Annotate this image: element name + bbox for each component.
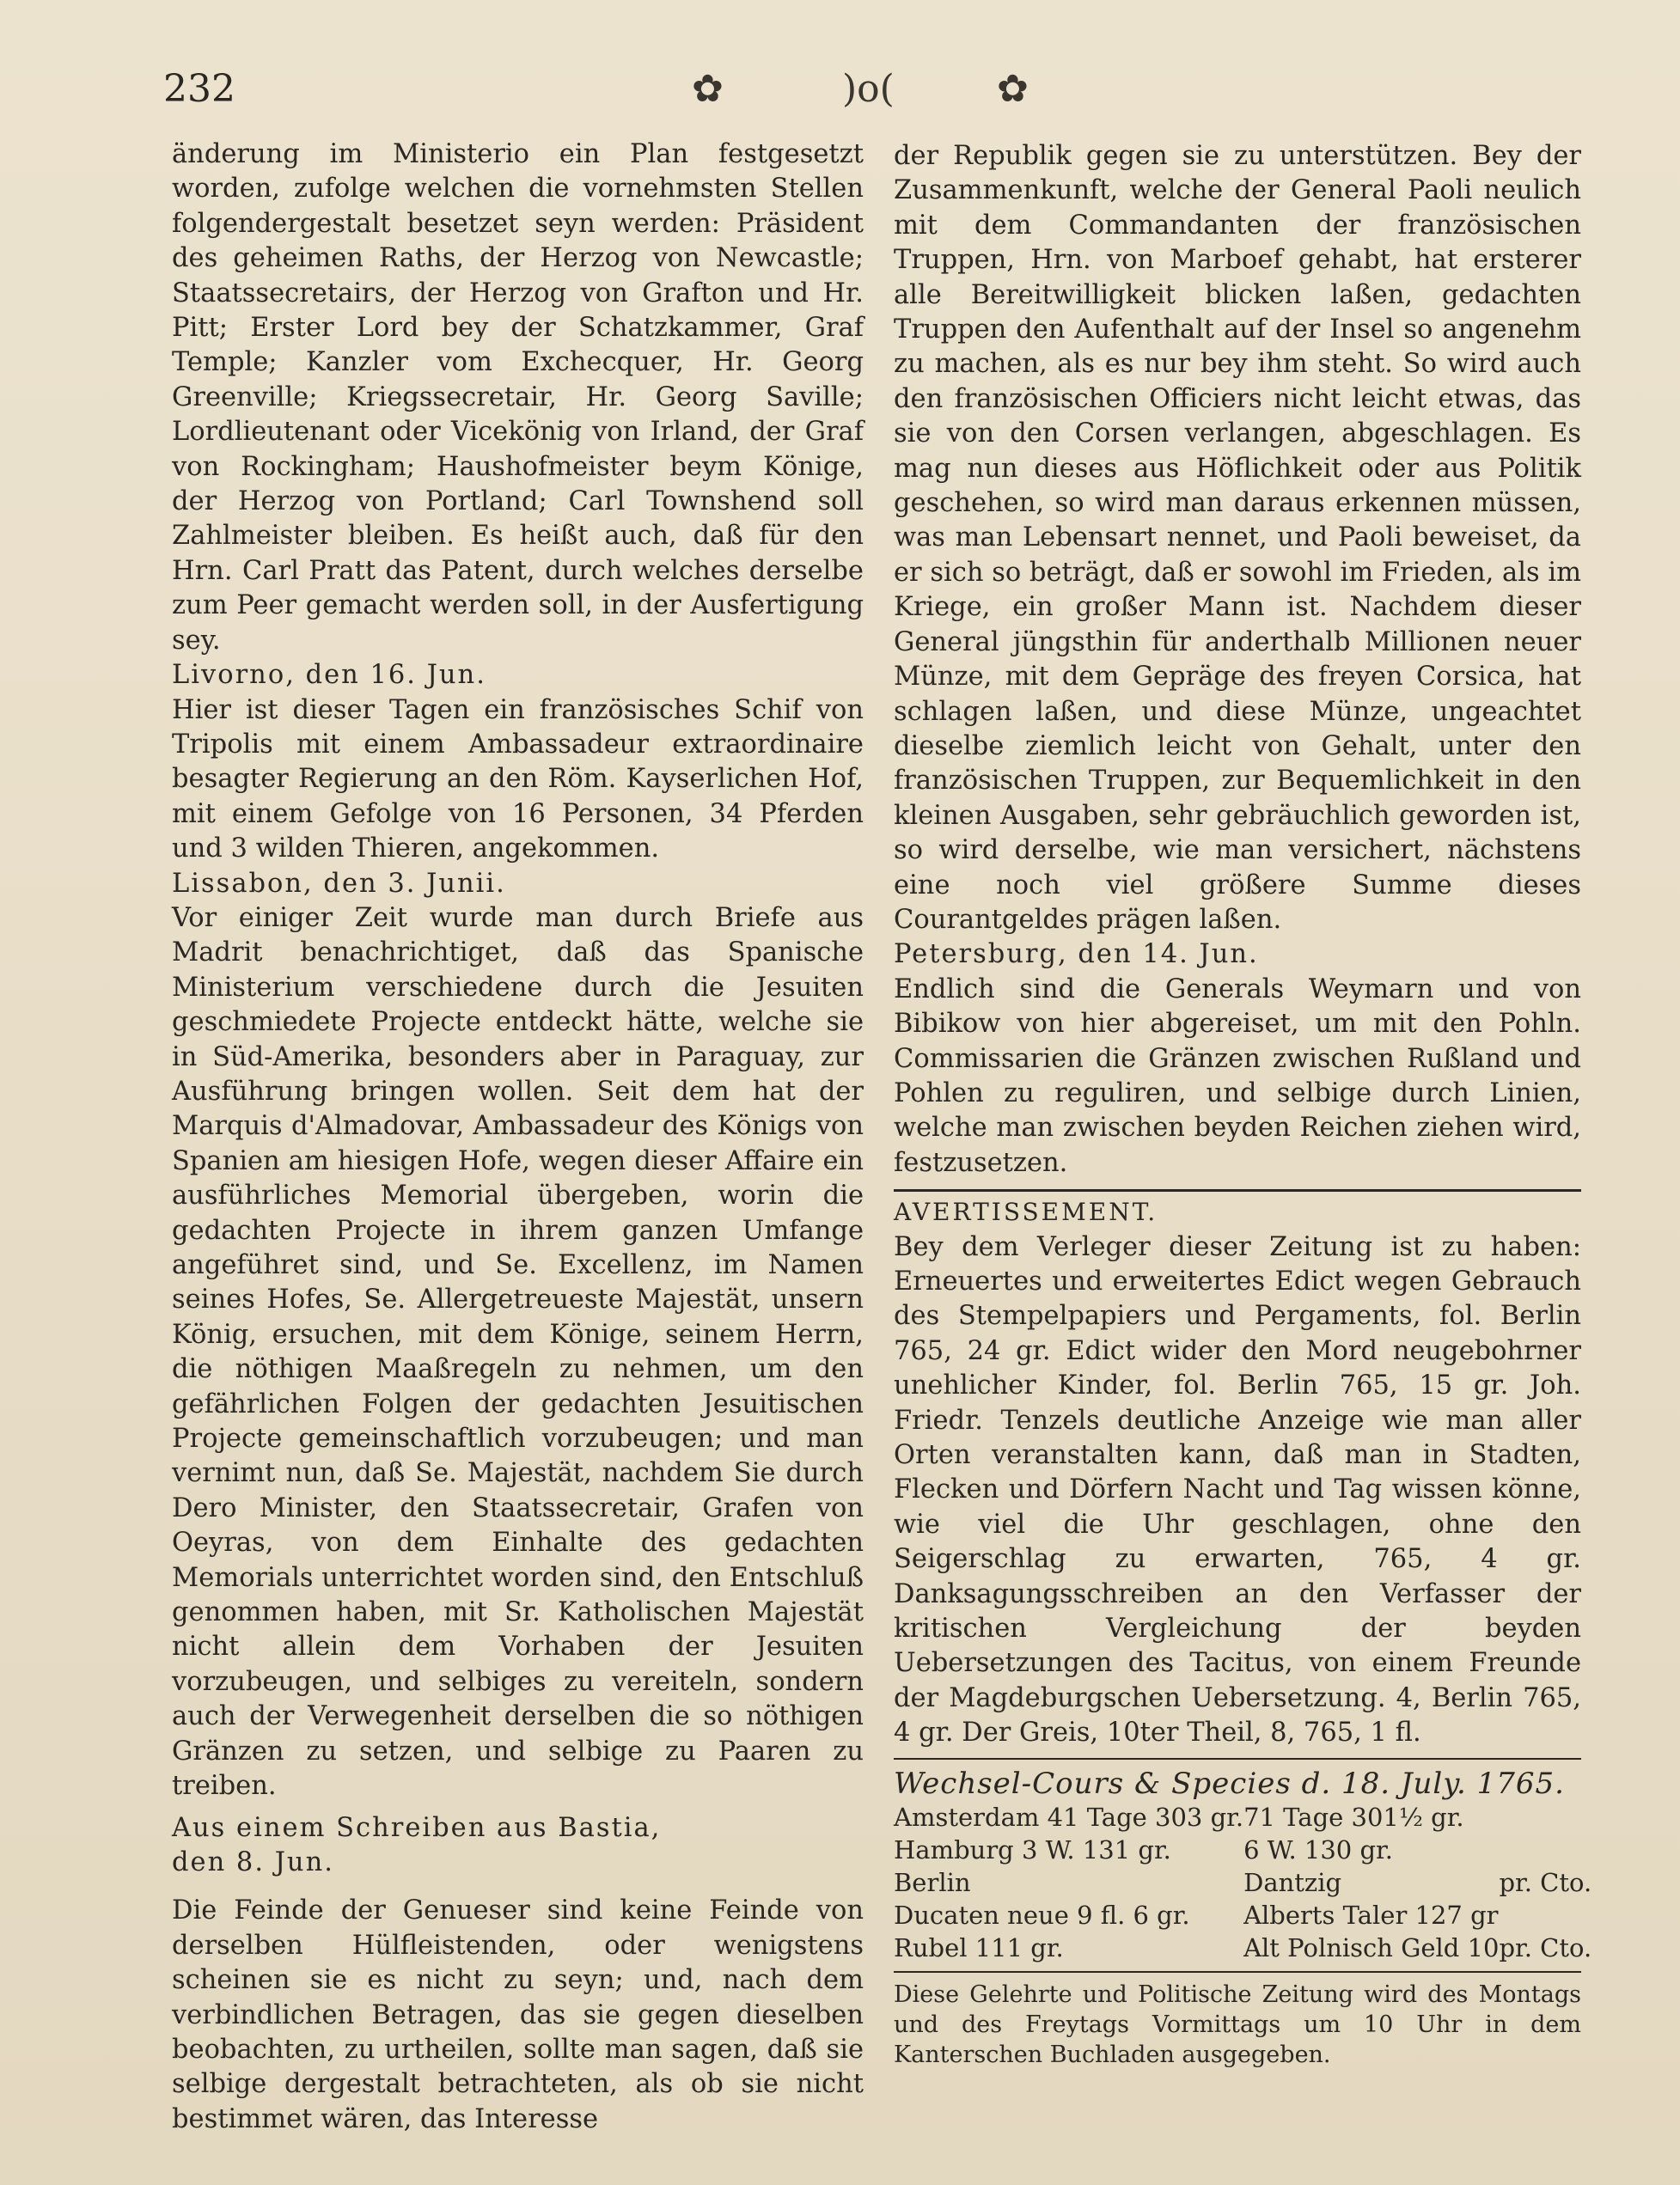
article-paragraph: Endlich sind die Generals Weymarn und von Bibikow von hier abgereiset, um mit den Pohln. Commissarien die Gränzen zwischen Rußland und Pohlen zu reguliren, und selbige durch Linien, welche man zwischen beyden Reichen ziehen wird, festzusetzen. — [894, 973, 1581, 1178]
table-row — [894, 1932, 1591, 1964]
shell-ornament-right-icon: ✿ — [997, 67, 1029, 111]
table-cell: Amsterdam 41 Tage 303 gr. — [894, 1803, 1244, 1833]
article-paragraph: änderung im Ministerio ein Plan festgesetzt worden, zufolge welchen die vornehmsten Stellen folgendergestalt besetzet seyn werden: Präsident des geheimen Raths, der Herzog von Newcastle; Staatssecretairs, der Herzog von Grafton und Hr. Pitt; Erster Lord bey der Schatzkammer, Graf Temple; Kanzler vom Exchecquer, Hr. Georg Greenville; Kriegssecretair, Hr. Georg Saville; Lordlieutenant oder Vicekönig von Irland, der Graf von Rockingham; Haushofmeister beym Könige, der Herzog von Portland; Carl Townshend soll Zahlmeister bleiben. Es heißt auch, daß für den Hrn. Carl Pratt das Patent, durch welches derselbe zum Peer gemacht werden soll, in der Ausfertigung sey. — [172, 139, 864, 656]
table-row — [894, 1899, 1591, 1932]
section-divider — [894, 1189, 1581, 1192]
table-cell: Alberts Taler 127 gr — [1243, 1901, 1499, 1931]
shell-ornament-left-icon: ✿ — [692, 67, 724, 111]
table-cell: pr. Cto. — [1499, 1868, 1592, 1898]
exchange-table — [894, 1801, 1591, 1964]
table-cell: Ducaten neue 9 fl. 6 gr. — [894, 1901, 1190, 1931]
table-cell: Berlin — [894, 1868, 971, 1898]
dateline: den 8. Jun. — [172, 1846, 334, 1877]
table-cell: 71 Tage 301½ gr. — [1243, 1803, 1464, 1833]
table-row — [894, 1866, 1591, 1899]
publication-notice: Diese Gelehrte und Politische Zeitung wird des Montags und des Freytags Vormittags um 10 Uhr in dem Kanterschen Buchladen ausgegeben. — [894, 1981, 1581, 2069]
page-header — [163, 67, 1590, 127]
table-cell: 6 W. 130 gr. — [1243, 1835, 1393, 1865]
page-number: 232 — [163, 67, 235, 111]
table-cell: Dantzig — [1243, 1868, 1342, 1898]
table-cell: Rubel 111 gr. — [894, 1933, 1064, 1963]
article-paragraph: Die Feinde der Genueser sind keine Feinde von derselben Hülfleistenden, oder wenigstens scheinen sie es nicht zu seyn; und, nach dem verbindlichen Betragen, das sie gegen dieselben beobachten, zu urtheilen, sollte man sagen, daß sie selbige dergestalt betrachteten, als ob sie nicht bestimmet wären, das Interesse — [172, 1895, 864, 2134]
exchange-title: Wechsel-Cours & Species d. 18. July. 1765. — [894, 1766, 1565, 1801]
table-cell: Hamburg 3 W. 131 gr. — [894, 1835, 1171, 1865]
article-paragraph: Vor einiger Zeit wurde man durch Briefe aus Madrit benachrichtiget, daß das Spanische Ministerium verschiedene durch die Jesuiten geschmiedete Projecte entdeckt hätte, welche sie in Süd-Amerika, besonders aber in Paraguay, zur Ausführung bringen wollen. Seit dem hat der Marquis d'Almadovar, Ambassadeur des Königs von Spanien am hiesigen Hofe, wegen dieser Affaire ein ausführliches Memorial übergeben, worin die gedachten Projecte in ihrem ganzen Umfange angeführet sind, und Se. Excellenz, im Namen seines Hofes, Se. Allergetreueste Majestät, unsern König, ersuchen, mit dem Könige, seinem Herrn, die nöthigen Maaßregeln zu nehmen, um den gefährlichen Folgen der gedachten Jesuitischen Projecte gemeinschaftlich vorzubeugen; und man vernimt nun, daß Se. Majestät, nachdem Sie durch Dero Minister, den Staatssecretair, Grafen von Oeyras, von dem Einhalte des gedachten Memorials unterrichtet worden sind, den Entschluß genommen haben, mit Sr. Katholischen Majestät nicht allein dem Vorhaben der Jesuiten vorzubeugen, und selbiges zu vereiteln, sondern auch der Verwegenheit derselben die so nöthigen Gränzen zu setzen, und selbige zu Paaren zu treiben. — [172, 902, 864, 1802]
table-cell: Alt Polnisch Geld 10pr. Cto. — [1243, 1933, 1592, 1963]
advertisement-paragraph: Bey dem Verleger dieser Zeitung ist zu haben: Erneuertes und erweitertes Edict wegen Gebrauch des Stempelpapiers und Pergaments, fol. Berlin 765, 24 gr. Edict wider den Mord neugebohrner unehlicher Kinder, fol. Berlin 765, 15 gr. Joh. Friedr. Tenzels deutliche Anzeige wie man aller Orten veranstalten kann, daß man in Stadten, Flecken und Dörfern Nacht und Tag wissen könne, wie viel die Uhr geschlagen, ohne den Seigerschlag zu erwarten, 765, 4 gr. Danksagungsschreiben an den Verfasser der kritischen Vergleichung der beyden Uebersetzungen des Tacitus, von einem Freunde der Magdeburgschen Uebersetzung. 4, Berlin 765, 4 gr. Der Greis, 10ter Theil, 8, 765, 1 fl. — [894, 1231, 1581, 1749]
dateline: Petersburg, den 14. Jun. — [894, 939, 1259, 970]
article-paragraph: der Republik gegen sie zu unterstützen. Bey der Zusammenkunft, welche der General Paoli neulich mit dem Commandanten der französischen Truppen, Hrn. von Marboef gehabt, hat ersterer alle Bereitwilligkeit blicken laßen, gedachten Truppen den Aufenthalt auf der Insel so angenehm zu machen, als es nur bey ihm steht. So wird auch den französischen Officiers nicht leicht etwas, das sie von den Corsen verlangen, abgeschlagen. Es mag nun dieses aus Höflichkeit oder aus Politik geschehen, so wird man daraus erkennen müssen, was man Lebensart nennet, und Paoli beweiset, da er sich so beträgt, daß er sowohl im Frieden, als im Kriege, ein großer Mann ist. Nachdem dieser General jüngsthin für anderthalb Millionen neuer Münze, mit dem Gepräge des freyen Corsica, hat schlagen laßen, und diese Münze, ungeachtet dieselbe ziemlich leicht von Gehalt, unter den französischen Truppen, zur Bequemlichkeit in den kleinen Ausgaben, sehr gebräuchlich geworden ist, so wird derselbe, wie man versichert, nächstens eine noch viel größere Summe dieses Courantgeldes prägen laßen. — [894, 141, 1581, 935]
right-column — [894, 139, 1592, 2070]
dateline: Livorno, den 16. Jun. — [172, 660, 486, 691]
table-row — [894, 1801, 1591, 1834]
avertissement-title: AVERTISSEMENT. — [894, 1198, 1158, 1227]
center-ornament-icon: )o( — [842, 67, 895, 111]
dateline: Lissabon, den 3. Junii. — [172, 868, 506, 899]
article-paragraph: Hier ist dieser Tagen ein französisches Schif von Tripolis mit einem Ambassadeur extraordinaire besagter Regierung an den Röm. Kayserlichen Hof, mit einem Gefolge von 16 Personen, 34 Pferden und 3 wilden Thieren, angekommen. — [172, 694, 864, 864]
left-column — [172, 137, 864, 2137]
table-row — [894, 1834, 1591, 1866]
dateline: Aus einem Schreiben aus Bastia, — [172, 1812, 662, 1843]
section-divider — [894, 1758, 1581, 1760]
section-divider — [894, 1971, 1581, 1973]
